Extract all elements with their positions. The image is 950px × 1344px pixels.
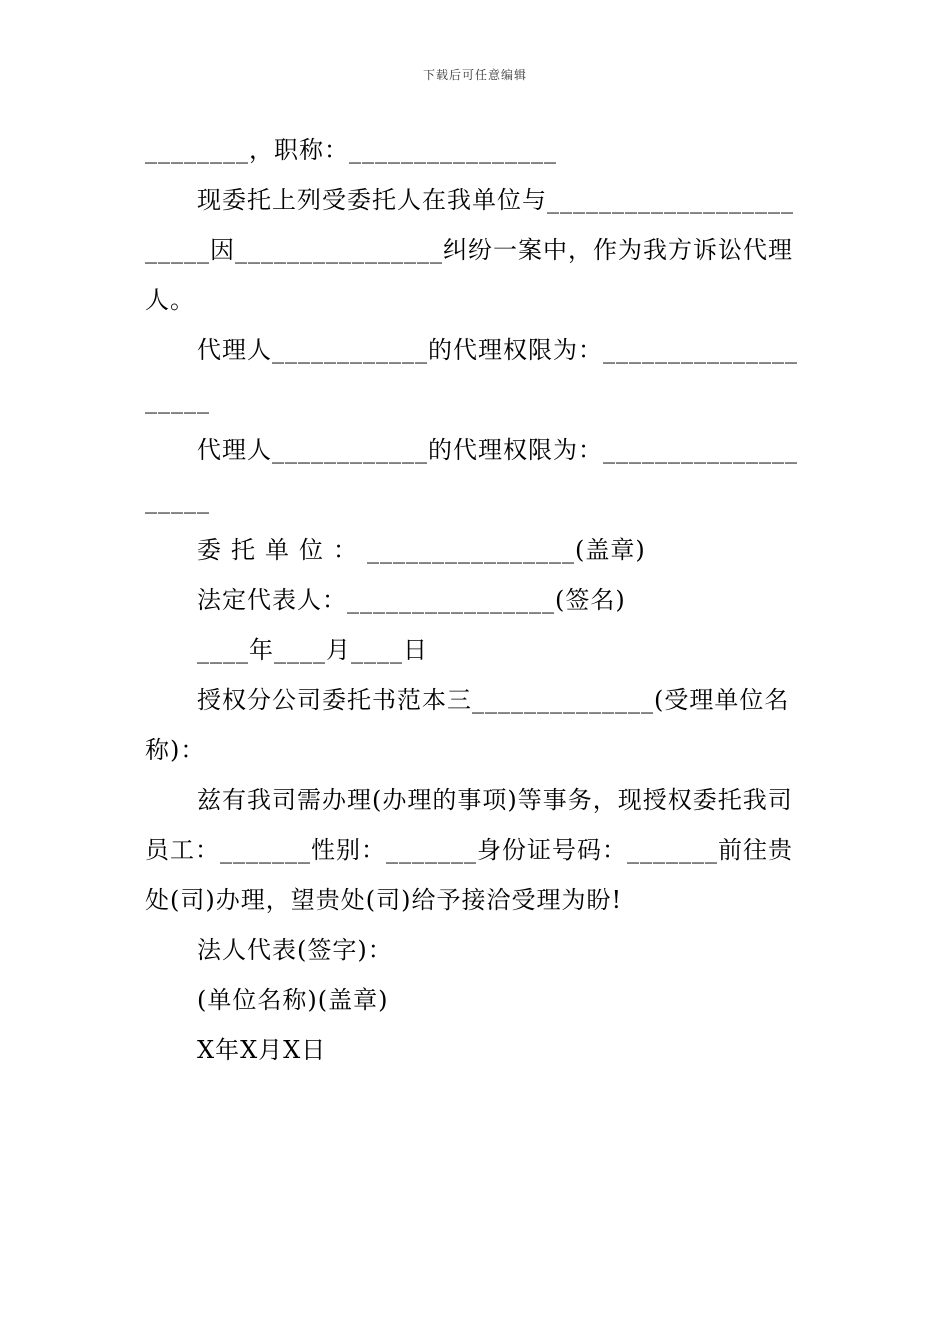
unit-seal: (单位名称)(盖章) bbox=[197, 986, 389, 1014]
entrusting-unit-line bbox=[145, 525, 810, 575]
entrusting-unit-label: 委托单位： bbox=[197, 536, 367, 564]
legal-rep-signature: 法人代表(签字)： bbox=[197, 936, 393, 964]
entrusting-unit-blank: ________________(盖章) bbox=[367, 536, 646, 564]
title-line: ________，职称：________________ bbox=[145, 136, 557, 164]
document-body bbox=[145, 125, 810, 1075]
legal-rep-line: 法定代表人：________________(签名) bbox=[197, 586, 626, 614]
signing-date: X年X月X日 bbox=[197, 1036, 327, 1064]
authorization-paragraph: 兹有我司需办理(办理的事项)等事务，现授权委托我司员工：_______性别：_______身份证号码：_______前往贵处(司)办理，望贵处(司)给予接洽受理为盼! bbox=[145, 786, 793, 914]
agent-authority-1: 代理人____________的代理权限为：_______________ _____ bbox=[145, 336, 807, 414]
date-line: ____年____月____日 bbox=[197, 636, 428, 664]
template-three-heading: 授权分公司委托书范本三______________(受理单位名称)： bbox=[145, 686, 790, 764]
entrust-paragraph: 现委托上列受委托人在我单位与___________________ _____因________________纠纷一案中，作为我方诉讼代理人。 bbox=[145, 186, 803, 314]
page-header: 下载后可任意编辑 bbox=[422, 68, 527, 82]
agent-authority-2: 代理人____________的代理权限为：_______________ _____ bbox=[145, 436, 807, 514]
